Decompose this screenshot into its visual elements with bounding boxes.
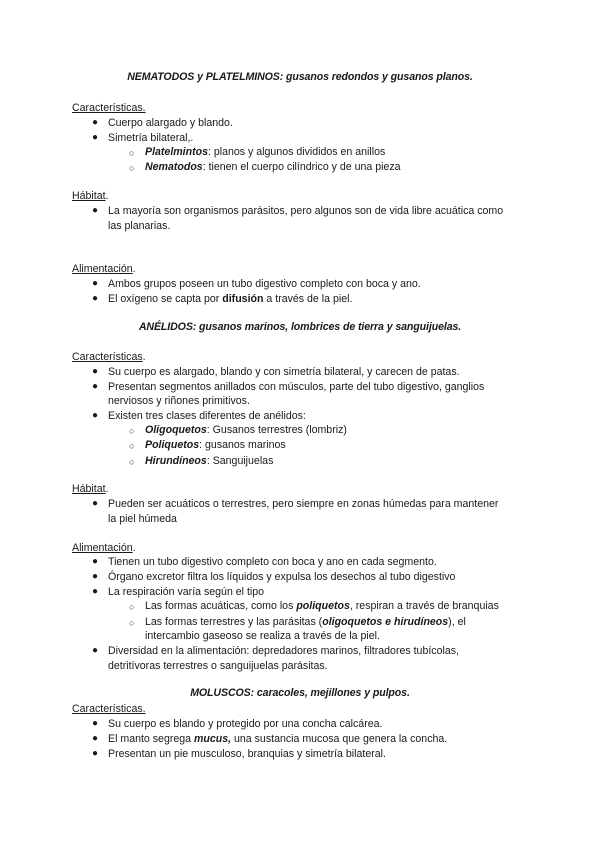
list-item: La respiración varía según el tipo [108,586,265,598]
heading-text: Hábitat [72,190,106,202]
term-nematodos: Nematodos [145,161,203,173]
list-item [108,732,447,746]
text: a través de la piel. [263,293,353,305]
sub-bullet-icon: ○ [129,148,135,158]
term-platelmintos: Platelmintos [145,146,208,158]
anelidos-caracteristicas-heading [72,350,146,364]
sub-bullet-icon: ○ [129,163,135,173]
heading-text: Características [72,351,143,363]
list-subitem [145,438,286,452]
heading-suffix: . [132,542,136,554]
bullet-icon: ● [92,556,99,567]
heading-text: Hábitat [72,483,106,495]
term-oligoquetos-hirudineos: oligoquetos e hirudíneos [322,616,449,628]
list-item: Pueden ser acuáticos o terrestres, pero siempre en zonas húmedas para mantener [108,498,499,510]
bullet-icon: ● [92,571,99,582]
sub-bullet-icon: ○ [129,602,135,612]
sub-bullet-icon: ○ [129,441,135,451]
bullet-icon: ● [92,278,99,289]
list-item: Diversidad en la alimentación: depredadores marinos, filtradores tubícolas, [108,645,459,657]
list-item: Su cuerpo es alargado, blando y con simetría bilateral, y carecen de patas. [108,366,460,378]
sub-bullet-icon: ○ [129,618,135,628]
heading-suffix: . [142,351,146,363]
list-item: Tienen un tubo digestivo completo con boca y ano en cada segmento. [108,556,437,568]
list-subitem [145,423,347,437]
nematodos-caracteristicas-heading: Características. [72,102,146,114]
list-item: Existen tres clases diferentes de anélidos: [108,410,306,422]
list-item-continued: detritívoras terrestres o sanguijuelas parásitas. [108,660,328,672]
nematodos-title: NEMATODOS y PLATELMINOS: gusanos redondos y gusanos planos. [127,71,473,83]
term-oligoquetos: Oligoquetos [145,424,207,436]
moluscos-title: MOLUSCOS: caracoles, mejillones y pulpos. [190,687,410,699]
heading-suffix: . [132,263,136,275]
text: Las formas acuáticas, como los [145,600,297,612]
term-text: : gusanos marinos [199,439,286,451]
list-item: Órgano excretor filtra los líquidos y expulsa los desechos al tubo digestivo [108,571,456,583]
bullet-icon: ● [92,733,99,744]
term-text: : tienen el cuerpo cilíndrico y de una pieza [202,161,401,173]
heading-text: Alimentación [72,263,133,275]
list-subitem [145,615,466,629]
list-item: Simetría bilateral,. [108,132,194,144]
list-item: Su cuerpo es blando y protegido por una concha calcárea. [108,718,383,730]
heading-text: Alimentación [72,542,133,554]
heading-suffix: . [105,483,109,495]
sub-bullet-icon: ○ [129,457,135,467]
list-item: Presentan un pie musculoso, branquias y simetría bilateral. [108,748,386,760]
sub-bullet-icon: ○ [129,426,135,436]
bullet-icon: ● [92,381,99,392]
term-text: : planos y algunos divididos en anillos [208,146,386,158]
term-difusion: difusión [222,293,264,305]
text: , respiran a través de branquias [349,600,499,612]
anelidos-habitat-heading [72,482,109,496]
anelidos-title: ANÉLIDOS: gusanos marinos, lombrices de tierra y sanguijuelas. [138,321,462,333]
bullet-icon: ● [92,645,99,656]
list-subitem [145,160,401,174]
bullet-icon: ● [92,410,99,421]
list-subitem-continued: intercambio gaseoso se realiza a través de la piel. [145,630,380,642]
list-item: Cuerpo alargado y blando. [108,117,233,129]
list-subitem [145,145,385,159]
list-item: Ambos grupos poseen un tubo digestivo completo con boca y ano. [108,278,421,290]
term-poliquetos: poliquetos [296,600,350,612]
term-mucus: mucus, [193,733,232,745]
list-item-continued: las planarias. [108,220,171,232]
list-item: Presentan segmentos anillados con músculos, parte del tubo digestivo, ganglios [108,381,485,393]
list-subitem [145,599,499,613]
text: Las formas terrestres y las parásitas ( [145,616,323,628]
anelidos-alimentacion-heading [72,541,136,555]
bullet-icon: ● [92,748,99,759]
heading-suffix: . [105,190,109,202]
list-subitem [145,454,273,468]
list-item [108,292,352,306]
bullet-icon: ● [92,498,99,509]
bullet-icon: ● [92,586,99,597]
term-text: : Gusanos terrestres (lombriz) [206,424,347,436]
list-item-continued: nerviosos y riñones primitivos. [108,395,250,407]
term-hirundineos: Hirundíneos [145,455,207,467]
text: El manto segrega [108,733,194,745]
bullet-icon: ● [92,293,99,304]
bullet-icon: ● [92,205,99,216]
text: ), el [448,616,466,628]
text: El oxígeno se capta por [108,293,223,305]
moluscos-caracteristicas-heading: Características. [72,703,146,715]
term-poliquetos: Poliquetos [145,439,200,451]
list-item: La mayoría son organismos parásitos, pero algunos son de vida libre acuática como [108,205,504,217]
list-item-continued: la piel húmeda [108,513,177,525]
term-text: : Sanguijuelas [206,455,274,467]
bullet-icon: ● [92,132,99,143]
bullet-icon: ● [92,366,99,377]
bullet-icon: ● [92,117,99,128]
text: una sustancia mucosa que genera la concha. [231,733,448,745]
bullet-icon: ● [92,718,99,729]
nematodos-alimentacion-heading [72,262,136,276]
nematodos-habitat-heading [72,189,109,203]
